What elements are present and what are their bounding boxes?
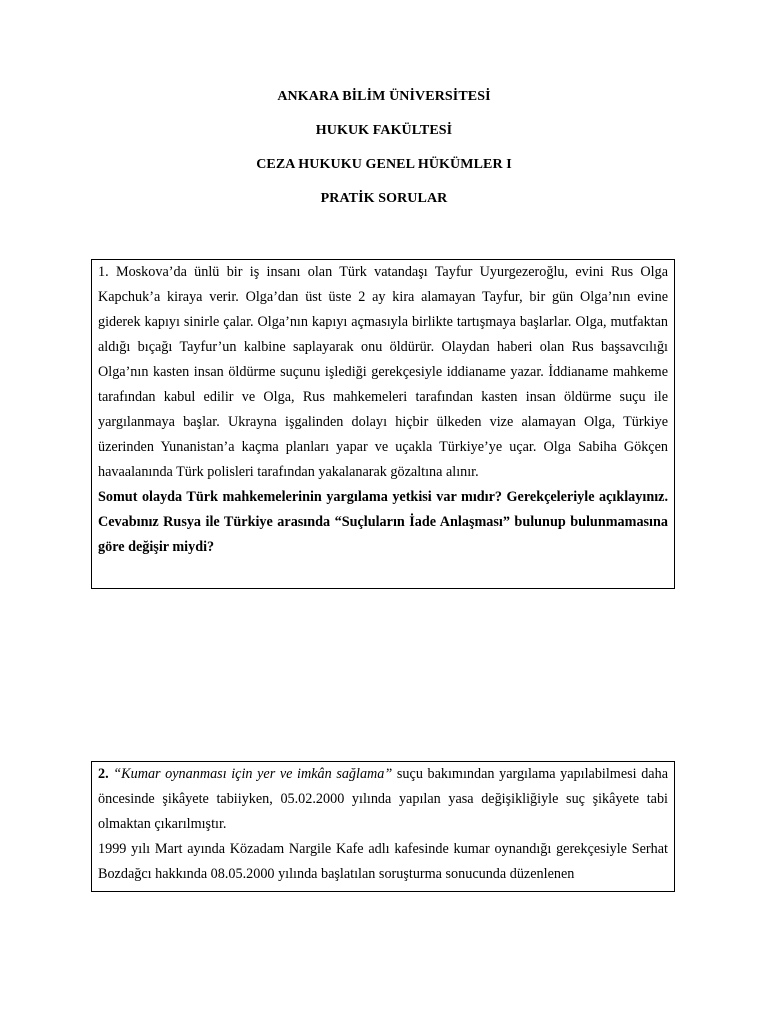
faculty-heading: HUKUK FAKÜLTESİ <box>315 123 453 138</box>
case-2-quote: “Kumar oynanması için yer ve imkân sağlama” <box>113 766 393 782</box>
course-heading: CEZA HUKUKU GENEL HÜKÜMLER I <box>256 157 512 172</box>
case-1-box <box>91 259 675 589</box>
case-2-body: 1999 yılı Mart ayında Közadam Nargile Kafe adlı kafesinde kumar oynandığı gerekçesiyle Serhat Bozdağcı hakkında 08.05.2000 yılında başlatılan soruşturma sonucunda düzenlenen <box>98 841 668 882</box>
case-1-body: 1. Moskova’da ünlü bir iş insanı olan Türk vatandaşı Tayfur Uyurgezeroğlu, evini Rus Olga Kapchuk’a kiraya verir. Olga’dan üst üste 2 ay kira alamayan Tayfur, bir gün Olga’nın evine giderek kapıyı sinirle çalar. Olga’nın kapıyı açmasıyla birlikte tartışmaya başlarlar. Olga, mutfaktan aldığı bıçağı Tayfur’un kalbine saplayarak onu öldürür. Olaydan haberi olan Rus başsavcılığı Olga’nın kasten insan öldürme suçunu işlediği gerekçesiyle iddianame yazar. İddianame mahkeme tarafından kabul edilir ve Olga, Rus mahkemeleri tarafından kasten insan öldürme suçu ile yargılanmaya başlar. Ukrayna işgalinden dolayı hiçbir ülkeden vize alamayan Olga, Türkiye üzerinden Yunanistan’a kaçma planları yapar ve uçakla Türkiye’ye uçar. Olga Sabiha Gökçen havaalanında Türk polisleri tarafından yakalanarak gözaltına alınır. <box>98 264 668 480</box>
section-heading: PRATİK SORULAR <box>320 191 448 206</box>
case-2-intro <box>98 762 668 837</box>
case-2-intro-rest: suçu bakımından yargılama yapılabilmesi daha öncesinde şikâyete tabiiyken, 05.02.2000 yılında yapılan yasa değişikliğiyle suç şikâyete tabi olmaktan çıkarılmıştır. <box>98 766 668 832</box>
case-2-box <box>91 761 675 892</box>
case-2-number: 2. <box>98 766 109 782</box>
case-1-question: Somut olayda Türk mahkemelerinin yargılama yetkisi var mıdır? Gerekçeleriyle açıklayınız. Cevabınız Rusya ile Türkiye arasında “Suçluların İade Anlaşması” bulunup bulunmamasına göre değişir miydi? <box>98 489 668 555</box>
university-heading: ANKARA BİLİM ÜNİVERSİTESİ <box>277 89 491 104</box>
